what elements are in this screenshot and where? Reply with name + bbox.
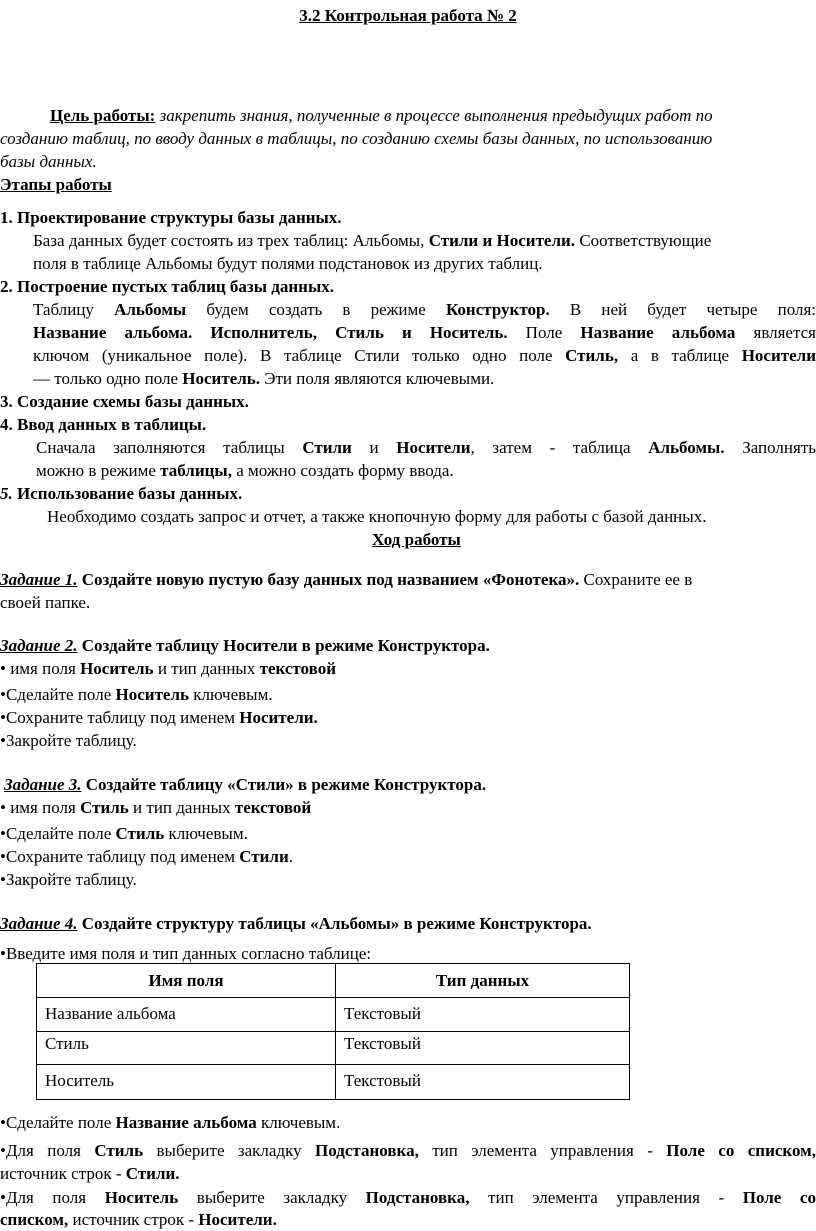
stages-heading: Этапы работы xyxy=(0,175,112,194)
table-cell: Название альбома xyxy=(37,998,336,1032)
stage1-heading: 1. Проектирование структуры базы данных. xyxy=(0,208,342,227)
table-cell: Стиль xyxy=(37,1032,336,1065)
table-cell: Носитель xyxy=(37,1065,336,1100)
goal-line-2: созданию таблиц, по вводу данных в таблицы, по созданию схемы базы данных, по использованию xyxy=(0,129,713,148)
task3-bullet-1: • имя поля Стиль и тип данных текстовой xyxy=(0,798,312,817)
task4-bullet-2-line-2: источник строк - Стили. xyxy=(0,1164,180,1183)
goal-line-1: Цель работы: закрепить знания, полученные в процессе выполнения предыдущих работ по xyxy=(50,106,713,125)
stage2-line-1: Таблицу Альбомы будем создать в режиме Конструктор. В ней будет четыре поля: xyxy=(33,300,816,319)
stage3-heading: 3. Создание схемы базы данных. xyxy=(0,392,249,411)
course-heading: Ход работы xyxy=(372,530,461,549)
task4-bullet-1: •Сделайте поле Название альбома ключевым. xyxy=(0,1113,341,1132)
stage2-heading: 2. Построение пустых таблиц базы данных. xyxy=(0,277,334,296)
task3-label: Задание 3. xyxy=(4,775,82,794)
stage2-line-4: — только одно поле Носитель. Эти поля являются ключевыми. xyxy=(33,369,495,388)
task2-heading: Задание 2. Создайте таблицу Носители в режиме Конструктора. xyxy=(0,636,490,655)
table-cell: Текстовый xyxy=(336,998,630,1032)
table-row xyxy=(37,1065,630,1100)
task4-intro: •Введите имя поля и тип данных согласно таблице: xyxy=(0,944,372,963)
task2-bullet-4: •Закройте таблицу. xyxy=(0,731,137,750)
task2-bullet-3: •Сохраните таблицу под именем Носители. xyxy=(0,708,318,727)
document-title: 3.2 Контрольная работа № 2 xyxy=(299,6,517,25)
stage2-line-2: Название альбома. Исполнитель, Стиль и Носитель. Поле Название альбома является xyxy=(33,323,816,342)
table-row xyxy=(37,1032,630,1065)
task2-label: Задание 2. xyxy=(0,636,78,655)
task4-label: Задание 4. xyxy=(0,914,78,933)
task4-bullet-3-line-1: •Для поля Носитель выберите закладку Подстановка, тип элемента управления - Поле со xyxy=(0,1188,816,1207)
table-cell: Текстовый xyxy=(336,1032,630,1065)
stage4-heading: 4. Ввод данных в таблицы. xyxy=(0,415,207,434)
table-cell: Текстовый xyxy=(336,1065,630,1100)
table-header-cell: Имя поля xyxy=(37,964,336,998)
task3-bullet-2: •Сделайте поле Стиль ключевым. xyxy=(0,824,248,843)
goal-label: Цель работы: xyxy=(50,106,156,125)
table-row xyxy=(37,998,630,1032)
stage1-line-2: поля в таблице Альбомы будут полями подстановок из других таблиц. xyxy=(33,254,543,273)
stage4-line-1: Сначала заполняются таблицы Стили и Носители, затем - таблица Альбомы. Заполнять xyxy=(36,438,816,457)
stage5-heading: 5. Использование базы данных. xyxy=(0,484,243,503)
task1-line-1: Задание 1. Создайте новую пустую базу данных под названием «Фонотека». Сохраните ее в xyxy=(0,570,693,589)
task3-bullet-3: •Сохраните таблицу под именем Стили. xyxy=(0,847,294,866)
stage2-line-3: ключом (уникальное поле). В таблице Стили только одно поле Стиль, а в таблице Носители xyxy=(33,346,816,365)
stage5-line-1: Необходимо создать запрос и отчет, а также кнопочную форму для работы с базой данных. xyxy=(47,507,707,526)
task3-heading: Задание 3. Создайте таблицу «Стили» в режиме Конструктора. xyxy=(4,775,487,794)
task2-bullet-2: •Сделайте поле Носитель ключевым. xyxy=(0,685,273,704)
table-header-row xyxy=(37,964,630,998)
goal-line-3: базы данных. xyxy=(0,152,97,171)
task4-bullet-3-line-2: списком, источник строк - Носители. xyxy=(0,1210,277,1229)
task4-bullet-2-line-1: •Для поля Стиль выберите закладку Подстановка, тип элемента управления - Поле со списком, xyxy=(0,1141,816,1160)
stage1-line-1: База данных будет состоять из трех таблиц: Альбомы, Стили и Носители. Соответствующие xyxy=(33,231,712,250)
fields-table xyxy=(36,963,630,1100)
task4-heading: Задание 4. Создайте структуру таблицы «Альбомы» в режиме Конструктора. xyxy=(0,914,592,933)
table-header-cell: Тип данных xyxy=(336,964,630,998)
stage4-line-2: можно в режиме таблицы, а можно создать форму ввода. xyxy=(36,461,454,480)
task1-label: Задание 1. xyxy=(0,570,78,589)
task3-bullet-4: •Закройте таблицу. xyxy=(0,870,137,889)
task1-line-2: своей папке. xyxy=(0,593,91,612)
task2-bullet-1: • имя поля Носитель и тип данных текстовой xyxy=(0,659,336,678)
